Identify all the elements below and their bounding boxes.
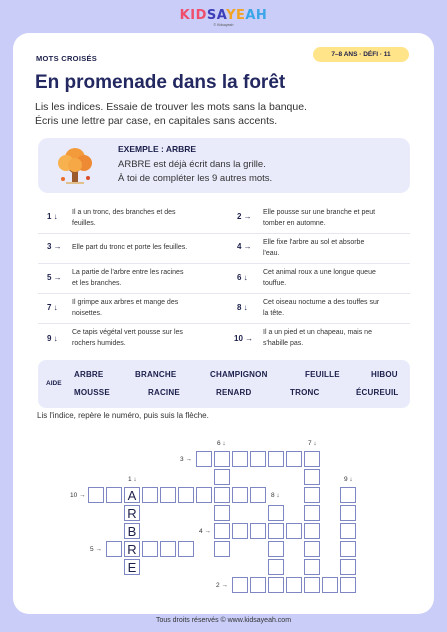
clue-number: 9 ↓ [47,334,58,343]
logo-letters-1: KID [179,8,207,23]
grid-cell[interactable] [268,577,284,593]
grid-cell[interactable] [304,523,320,539]
clue-number: 8 ↓ [237,303,248,312]
grid-cell[interactable] [268,523,284,539]
grid-cell-example[interactable]: B [124,523,140,539]
grid-label: 2 → [216,582,228,589]
clue-text [72,243,187,254]
clue-line: Cet animal roux a une longue queue [263,269,376,276]
grid-cell[interactable] [250,451,266,467]
word-bank-word: RACINE [148,388,180,397]
clue-text [263,298,379,319]
grid-cell[interactable] [232,577,248,593]
grid-cell[interactable] [232,523,248,539]
grid-cell[interactable] [250,523,266,539]
grid-cell[interactable] [214,523,230,539]
clue-line: tomber en automne. [263,219,326,227]
clue-line: Elle pousse sur une branche et peut [263,209,376,216]
grid-cell-example[interactable]: R [124,541,140,557]
grid-cell[interactable] [214,451,230,467]
clue-line: Il grimpe aux arbres et mange des [72,299,179,306]
word-bank-word: ARBRE [74,370,104,379]
grid-cell[interactable] [250,487,266,503]
grid-label: 7 ↓ [308,440,317,447]
grid-cell[interactable] [268,505,284,521]
logo [0,8,447,23]
grid-label: 6 ↓ [217,440,226,447]
grid-cell[interactable] [268,559,284,575]
clue-line: Elle part du tronc et porte les feuilles. [72,244,188,251]
clue-line: et les branches. [72,279,122,287]
grid-cell[interactable] [106,487,122,503]
clue-line: s'habille pas. [263,339,304,347]
grid-cell[interactable] [268,541,284,557]
grid-cell-example[interactable]: A [124,487,140,503]
logo-letters-3: YE [226,8,246,23]
grid-cell[interactable] [286,523,302,539]
instruction-line-2: Écris une lettre par case, en capitales sans accents. [35,114,278,127]
grid-cell[interactable] [214,487,230,503]
grid-cell[interactable] [340,487,356,503]
logo-letters-4: AH [245,8,268,23]
grid-label: 5 → [90,546,102,553]
clue-text [263,268,376,289]
example-line-1: ARBRE est déjà écrit dans la grille. [118,159,266,170]
grid-cell[interactable] [304,469,320,485]
grid-cell[interactable] [232,451,248,467]
word-bank-word: TRONC [290,388,320,397]
divider [38,293,410,294]
clue-line: noisettes. [72,309,102,317]
clue-text [263,328,372,349]
clue-number: 1 ↓ [47,212,58,221]
grid-cell[interactable] [286,451,302,467]
grid-cell[interactable] [340,523,356,539]
divider [38,323,410,324]
grid-cell-example[interactable]: E [124,559,140,575]
clue-text [72,208,176,229]
word-bank [38,360,410,408]
grid-cell[interactable] [250,577,266,593]
clue-line: la tête. [263,309,285,317]
grid-cell[interactable] [304,541,320,557]
example-title: EXEMPLE : ARBRE [118,144,197,154]
word-bank-word: BRANCHE [135,370,177,379]
grid-cell[interactable] [322,577,338,593]
grid-label: 4 → [199,528,211,535]
clue-text [263,238,364,259]
instructions [35,101,307,128]
grid-cell[interactable] [142,487,158,503]
word-bank-word: MOUSSE [74,388,110,397]
clue-text [72,328,183,349]
grid-cell[interactable] [232,487,248,503]
divider [38,263,410,264]
clue-line: Elle fixe l'arbre au sol et absorbe [263,239,365,246]
clue-line: Cet oiseau nocturne a des touffes sur [263,299,380,306]
example-box [38,138,410,193]
clue-text [72,268,183,289]
autumn-tree-icon [54,144,96,186]
grid-cell[interactable] [178,487,194,503]
grid-cell[interactable] [214,505,230,521]
clue-line: Il a un tronc, des branches et des [72,209,176,216]
grid-cell-example[interactable]: R [124,505,140,521]
grid-cell[interactable] [214,541,230,557]
word-bank-word: ÉCUREUIL [356,388,399,397]
page-title: En promenade dans la forêt [35,72,286,93]
grid-cell[interactable] [304,577,320,593]
grid-cell[interactable] [304,487,320,503]
clue-line: rochers humides. [72,339,126,347]
clue-line: La partie de l'arbre entre les racines [72,269,184,276]
grid-cell[interactable] [304,559,320,575]
grid-cell[interactable] [340,559,356,575]
footer-copyright: Tous droits réservés © www.kidsayeah.com [155,617,292,624]
word-bank-word: CHAMPIGNON [210,370,268,379]
clue-number: 10 → [234,334,254,343]
clue-line: feuilles. [72,219,96,227]
grid-cell[interactable] [340,541,356,557]
divider [38,233,410,234]
example-line-2: À toi de compléter les 9 autres mots. [118,173,273,184]
grid-label: 1 ↓ [128,476,137,483]
clue-number: 2 → [237,212,252,221]
logo-subtitle: © Kidsayeah [213,23,234,27]
clue-number: 6 ↓ [237,273,248,282]
grid-cell[interactable] [178,541,194,557]
grid-cell[interactable] [160,487,176,503]
grid-label: 10 → [70,492,86,499]
grid-cell[interactable] [196,451,212,467]
grid-cell[interactable] [304,505,320,521]
grid-cell[interactable] [304,451,320,467]
grid-cell[interactable] [106,541,122,557]
instruction-line-1: Lis les indices. Essaie de trouver les mots sans la banque. [35,101,307,113]
word-bank-word: HIBOU [371,370,398,379]
grid-cell[interactable] [88,487,104,503]
clue-number: 5 → [47,273,62,282]
clue-line: Ce tapis végétal vert pousse sur les [72,329,183,336]
word-bank-label: AIDE [46,380,62,387]
grid-cell[interactable] [340,505,356,521]
category-label: MOTS CROISÉS [36,54,98,63]
clue-number: 7 ↓ [47,303,58,312]
clue-number: 3 → [47,242,62,251]
grid-hint: Lis l'indice, repère le numéro, puis suis la flèche. [37,411,209,420]
clue-line: l'eau. [263,249,280,257]
word-bank-word: FEUILLE [305,370,340,379]
grid-cell[interactable] [268,451,284,467]
grid-label: 9 ↓ [344,476,353,483]
clue-line: touffue. [263,279,287,287]
grid-label: 8 ↓ [271,492,280,499]
clue-text [263,208,375,229]
clue-text [72,298,178,319]
logo-letters-2: SA [206,8,227,23]
clue-number: 4 → [237,242,252,251]
grid-cell[interactable] [160,541,176,557]
grid-cell[interactable] [340,577,356,593]
grid-label: 3 → [180,456,192,463]
clue-line: Il a un pied et un chapeau, mais ne [263,329,372,336]
grid-cell[interactable] [142,541,158,557]
grid-cell[interactable] [214,469,230,485]
grid-cell[interactable] [286,577,302,593]
level-badge: 7–8 ANS · DÉFI · 11 [313,47,409,62]
grid-cell[interactable] [196,487,212,503]
word-bank-word: RENARD [216,388,252,397]
